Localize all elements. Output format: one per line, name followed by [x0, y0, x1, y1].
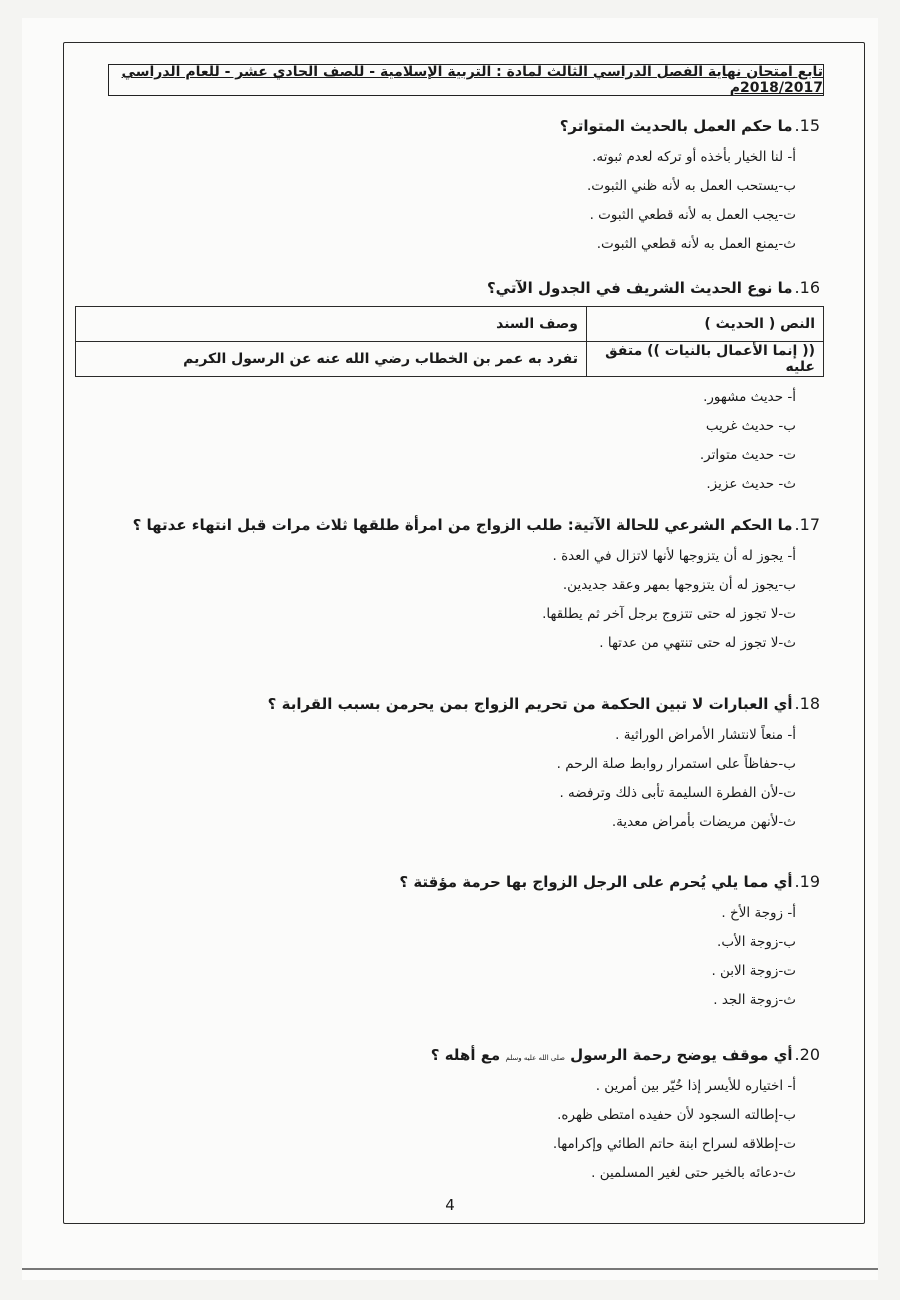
options-list	[70, 899, 796, 1015]
option-a[interactable]: أ- اختياره للأيسر إذا خُيّر بين أمرين .	[595, 1078, 796, 1094]
option-d[interactable]: ث-زوجة الجد .	[713, 992, 796, 1008]
question-17	[70, 515, 820, 658]
question-text: أي العبارات لا تبين الحكمة من تحريم الزواج بمن يحرمن بسبب القرابة ؟	[267, 695, 793, 713]
question-19	[70, 872, 820, 1015]
question-number: 17.	[794, 515, 820, 534]
question-title	[70, 1045, 820, 1064]
question-text-before: أي موقف يوضح رحمة الرسول	[564, 1046, 793, 1064]
scan-edge	[22, 1268, 878, 1270]
table-cell: (( إنما الأعمال بالنيات )) متفق عليه	[587, 342, 824, 377]
option-b[interactable]: ب-يجوز له أن يتزوجها بمهر وعقد جديدين.	[562, 577, 796, 593]
question-text: ما الحكم الشرعي للحالة الآتية: طلب الزواج من امرأة طلقها ثلاث مرات قبل انتهاء عدتها ؟	[132, 516, 793, 534]
option-c[interactable]: ت-لأن الفطرة السليمة تأبى ذلك وترفضه .	[559, 785, 796, 801]
question-number: 15.	[794, 116, 820, 135]
options-list	[70, 542, 796, 658]
question-title	[70, 116, 820, 135]
question-15	[70, 116, 820, 259]
option-d[interactable]: ث- حديث عزيز.	[706, 476, 796, 492]
question-text: أي مما يلي يُحرم على الرجل الزواج بها حرمة مؤقتة ؟	[399, 873, 793, 891]
option-c[interactable]: ت-يجب العمل به لأنه قطعي الثبوت .	[589, 207, 796, 223]
question-16-options	[70, 383, 820, 499]
option-b[interactable]: ب- حديث غريب	[705, 418, 796, 434]
options-list	[70, 1072, 796, 1188]
option-c[interactable]: ت- حديث متواتر.	[699, 447, 796, 463]
option-a[interactable]: أ- زوجة الأخ .	[721, 905, 796, 921]
option-d[interactable]: ث-دعائه بالخير حتى لغير المسلمين .	[591, 1165, 796, 1181]
option-b[interactable]: ب-حفاظاً على استمرار روابط صلة الرحم .	[556, 756, 796, 772]
exam-header	[108, 64, 824, 96]
question-text: ما نوع الحديث الشريف في الجدول الآتي؟	[486, 279, 793, 297]
option-d[interactable]: ث-لأنهن مريضات بأمراض معدية.	[611, 814, 796, 830]
table-header-cell: وصف السند	[76, 307, 587, 342]
options-list	[70, 143, 796, 259]
question-number: 20.	[794, 1045, 820, 1064]
hadith-table	[75, 306, 824, 377]
table-header-cell: النص ( الحديث )	[587, 307, 824, 342]
question-title	[70, 872, 820, 891]
table-row	[76, 342, 824, 377]
question-20	[70, 1045, 820, 1188]
table-row	[76, 307, 824, 342]
honorific-text: صلى الله عليه وسلم	[505, 1054, 565, 1062]
question-title	[70, 278, 820, 297]
option-c[interactable]: ت-زوجة الابن .	[711, 963, 796, 979]
question-number: 16.	[794, 278, 820, 297]
question-number: 19.	[794, 872, 820, 891]
exam-header-title: تابع امتحان نهاية الفصل الدراسي الثالث لمادة : التربية الإسلامية - للصف الحادي عشر - للعام الدراسي 2018/2017م	[121, 64, 823, 96]
options-list	[70, 721, 796, 837]
question-18	[70, 694, 820, 837]
question-number: 18.	[794, 694, 820, 713]
option-b[interactable]: ب-إطالته السجود لأن حفيده امتطى ظهره.	[557, 1107, 796, 1123]
option-a[interactable]: أ- منعاً لانتشار الأمراض الوراثية .	[615, 727, 796, 743]
option-d[interactable]: ث-لا تجوز له حتى تنتهي من عدتها .	[599, 635, 796, 651]
question-16	[70, 278, 820, 297]
option-d[interactable]: ث-يمنع العمل به لأنه قطعي الثبوت.	[596, 236, 796, 252]
option-a[interactable]: أ- لنا الخيار بأخذه أو تركه لعدم ثبوته.	[592, 149, 796, 165]
question-title	[70, 694, 820, 713]
question-text-after: مع أهله ؟	[430, 1046, 506, 1064]
question-text: ما حكم العمل بالحديث المتواتر؟	[559, 117, 793, 135]
option-a[interactable]: أ- يجوز له أن يتزوجها لأنها لاتزال في العدة .	[552, 548, 796, 564]
table-cell: تفرد به عمر بن الخطاب رضي الله عنه عن الرسول الكريم	[76, 342, 587, 377]
question-title	[70, 515, 820, 534]
question-text	[431, 1046, 793, 1064]
page-number: 4	[445, 1196, 455, 1214]
option-c[interactable]: ت-لا تجوز له حتى تتزوج برجل آخر ثم يطلقها.	[542, 606, 796, 622]
option-b[interactable]: ب-زوجة الأب.	[717, 934, 796, 950]
options-list	[70, 383, 796, 499]
option-a[interactable]: أ- حديث مشهور.	[703, 389, 796, 405]
option-b[interactable]: ب-يستحب العمل به لأنه ظني الثبوت.	[586, 178, 796, 194]
option-c[interactable]: ت-إطلاقه لسراح ابنة حاتم الطائي وإكرامها.	[552, 1136, 796, 1152]
